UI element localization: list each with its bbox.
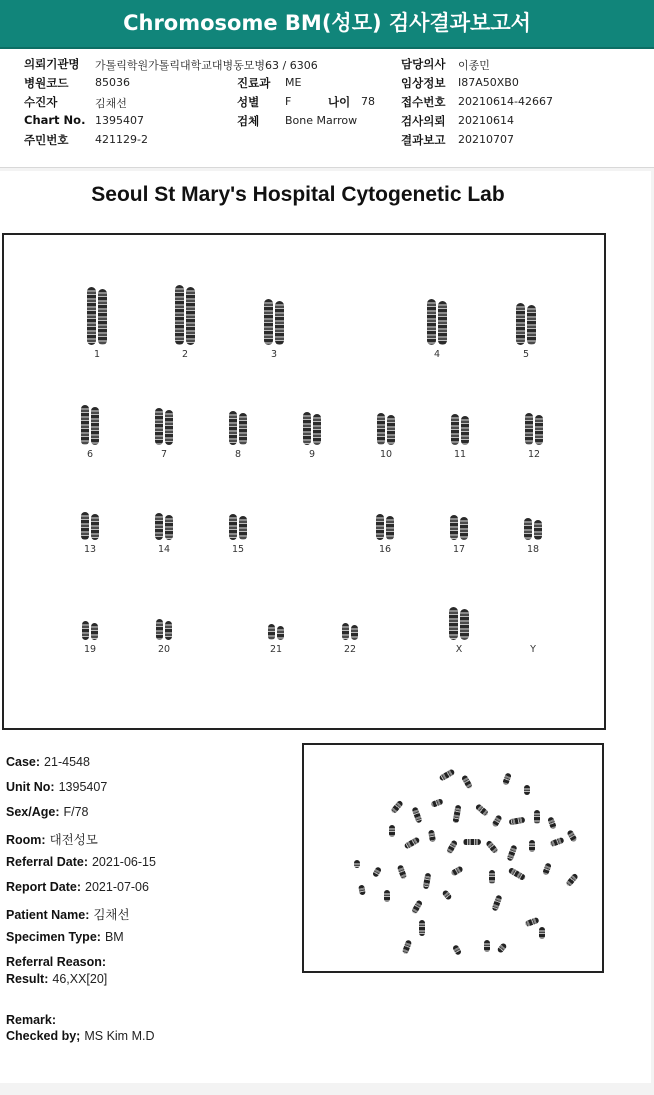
info-value: 가톨릭학원가톨릭대학교대병동모병63 / 6306: [95, 59, 318, 72]
metaphase-chromosome: [491, 894, 502, 911]
chromatid: [377, 413, 385, 445]
chromosome-pair-19: [65, 621, 115, 655]
metaphase-chromosome: [565, 873, 579, 888]
chromosome-label: 7: [160, 449, 168, 460]
chromatid: [342, 623, 349, 640]
metaphase-chromosome: [397, 864, 407, 879]
chromosome-pair-10: [361, 413, 411, 460]
info-value: ME: [285, 76, 302, 89]
metaphase-chromosome: [358, 885, 366, 896]
detail-label: Case:: [6, 755, 41, 769]
chromosome-label: 22: [343, 644, 357, 655]
metaphase-chromosome: [509, 817, 526, 826]
chromatid: [186, 287, 195, 345]
chromatid: [98, 289, 107, 345]
metaphase-chromosome: [446, 839, 458, 854]
info-value: 20210614-42667: [458, 95, 553, 108]
chromatid: [91, 514, 99, 540]
chromatid: [376, 514, 384, 540]
chromosome-pair-8: [213, 411, 263, 460]
chromatid: [81, 405, 89, 445]
chromosome-label: 21: [269, 644, 283, 655]
detail-row: [6, 755, 90, 769]
metaphase-chromosome: [508, 867, 527, 881]
report-title: Chromosome BM(성모) 검사결과보고서: [123, 11, 531, 35]
chromatid: [449, 607, 458, 640]
detail-row: [6, 805, 89, 819]
info-label: 수진자: [24, 95, 58, 109]
info-value: I87A50XB0: [458, 76, 519, 89]
chromosome-pair-6: [65, 405, 115, 460]
chromatid: [229, 514, 237, 540]
metaphase-chromosome: [485, 840, 499, 855]
detail-row: [6, 905, 130, 923]
detail-label: Referral Date:: [6, 855, 88, 869]
chromosome-label: 17: [452, 544, 466, 555]
chromosome-pair-18: [508, 518, 558, 555]
chromatid: [303, 412, 311, 445]
chromosome-label: Y: [530, 644, 536, 655]
chromosome-pair-16: [360, 514, 410, 555]
chromosome-label: 3: [270, 349, 278, 360]
detail-value: BM: [104, 930, 124, 944]
detail-value: 대전성모: [49, 833, 98, 847]
metaphase-chromosome: [539, 927, 545, 939]
chromosome-label: 16: [378, 544, 392, 555]
chromatid: [313, 414, 321, 445]
chromosome-pair-X: [434, 607, 484, 655]
chromatid: [91, 407, 99, 445]
chromosome-pair-11: [435, 414, 485, 460]
chromosome-label: 19: [83, 644, 97, 655]
info-label: 접수번호: [401, 95, 446, 109]
detail-row: [6, 1029, 154, 1043]
chromatid: [155, 513, 163, 540]
chromatid: [165, 621, 172, 640]
metaphase-chromosome: [529, 840, 535, 852]
chromosome-pair-5: [501, 303, 551, 360]
metaphase-chromosome: [450, 865, 463, 876]
chromosome-label: 2: [181, 349, 189, 360]
chromosome-pair-20: [139, 619, 189, 655]
chromatid: [438, 301, 447, 345]
metaphase-chromosome: [534, 810, 540, 824]
chromatid: [460, 517, 468, 540]
chromosome-pair-12: [509, 413, 559, 460]
metaphase-chromosome: [439, 768, 456, 781]
detail-row: [6, 855, 156, 869]
detail-label: Sex/Age:: [6, 805, 60, 819]
metaphase-image: [302, 743, 604, 973]
info-label: 주민번호: [24, 133, 69, 147]
chromosome-label: 10: [379, 449, 393, 460]
chromatid: [155, 408, 163, 445]
chromatid: [451, 414, 459, 445]
detail-row: [6, 930, 124, 944]
detail-label: Referral Reason:: [6, 955, 107, 969]
detail-row: [6, 780, 107, 794]
info-label: 검사의뢰: [401, 114, 446, 128]
detail-label: Report Date:: [6, 880, 82, 894]
chromatid: [156, 619, 163, 640]
chromosome-pair-4: [412, 299, 462, 360]
chromatid: [165, 410, 173, 445]
report-title-bar: [0, 0, 654, 49]
metaphase-chromosome: [354, 860, 360, 868]
chromosome-label: 14: [157, 544, 171, 555]
detail-label: Remark:: [6, 1013, 57, 1027]
detail-row: [6, 955, 110, 969]
metaphase-chromosome: [506, 844, 517, 861]
chromosome-pair-Y: [508, 639, 558, 655]
metaphase-chromosome: [419, 920, 425, 936]
detail-label: Specimen Type:: [6, 930, 101, 944]
chromatid: [351, 625, 358, 640]
detail-label: Result:: [6, 972, 49, 986]
chromatid: [239, 413, 247, 445]
lab-title: Seoul St Mary's Hospital Cytogenetic Lab: [91, 183, 505, 206]
info-label: 병원코드: [24, 76, 69, 90]
metaphase-chromosome: [430, 798, 443, 808]
metaphase-chromosome: [489, 870, 495, 884]
info-label: 의뢰기관명: [24, 57, 80, 71]
info-value: 20210707: [458, 133, 514, 146]
chromatid: [534, 520, 542, 540]
info-label: 결과보고: [401, 133, 446, 147]
chromatid: [386, 516, 394, 540]
info-label: 검체: [237, 114, 260, 128]
metaphase-chromosome: [463, 839, 481, 845]
chromosome-label: 5: [522, 349, 530, 360]
detail-value: 2021-07-06: [85, 880, 149, 894]
metaphase-chromosome: [542, 862, 552, 875]
karyogram-panel: [2, 233, 606, 730]
metaphase-chromosome: [549, 837, 564, 847]
metaphase-chromosome: [524, 785, 530, 795]
chromosome-label: 18: [526, 544, 540, 555]
metaphase-chromosome: [566, 829, 577, 842]
detail-value: 2021-06-15: [91, 855, 156, 869]
metaphase-chromosome: [452, 944, 462, 956]
chromosome-pair-17: [434, 515, 484, 555]
chromatid: [427, 299, 436, 345]
chromatid: [81, 512, 89, 540]
chromosome-pair-14: [139, 513, 189, 555]
chromatid: [165, 515, 173, 540]
metaphase-chromosome: [547, 816, 557, 829]
metaphase-chromosome: [411, 899, 423, 914]
chromatid: [535, 415, 543, 445]
detail-label: Checked by;: [6, 1029, 81, 1043]
metaphase-chromosome: [475, 803, 490, 817]
detail-value: F/78: [63, 805, 89, 819]
chromosome-label: X: [455, 644, 463, 655]
metaphase-chromosome: [389, 825, 395, 837]
detail-label: Room:: [6, 833, 46, 847]
chromatid: [82, 621, 89, 640]
chromosome-pair-1: [72, 287, 122, 360]
info-value: 1395407: [95, 114, 144, 127]
chromosome-label: 13: [83, 544, 97, 555]
chromosome-pair-15: [213, 514, 263, 555]
chromatid: [229, 411, 237, 445]
chromatid: [175, 285, 184, 345]
info-label: Chart No.: [24, 113, 86, 127]
chromatid: [239, 516, 247, 540]
chromosome-label: 4: [433, 349, 441, 360]
chromosome-label: 9: [308, 449, 316, 460]
patient-info-panel: [0, 49, 654, 168]
metaphase-chromosome: [461, 774, 473, 789]
detail-value: 1395407: [58, 780, 108, 794]
chromosome-label: 1: [93, 349, 101, 360]
info-label-age: 나이: [328, 95, 351, 109]
chromatid: [450, 515, 458, 540]
info-value: 이종민: [458, 59, 490, 72]
metaphase-chromosome: [452, 805, 461, 824]
chromatid: [461, 416, 469, 445]
chromosome-pair-9: [287, 412, 337, 460]
info-label: 진료과: [237, 76, 271, 90]
metaphase-chromosome: [441, 889, 452, 901]
chromosome-label: 20: [157, 644, 171, 655]
chromatid: [87, 287, 96, 345]
metaphase-chromosome: [384, 890, 390, 902]
chromosome-pair-3: [249, 299, 299, 360]
info-label: 성별: [237, 95, 260, 109]
chromatid: [277, 626, 284, 640]
info-label: 임상정보: [401, 76, 446, 90]
chromosome-pair-13: [65, 512, 115, 555]
metaphase-chromosome: [491, 814, 502, 827]
info-value: 20210614: [458, 114, 514, 127]
metaphase-chromosome: [524, 917, 539, 927]
metaphase-chromosome: [428, 830, 436, 843]
metaphase-chromosome: [404, 836, 421, 849]
chromosome-pair-21: [251, 624, 301, 655]
chromosome-label: 15: [231, 544, 245, 555]
info-label: 담당의사: [401, 57, 446, 71]
chromosome-label: 11: [453, 449, 467, 460]
chromosome-pair-7: [139, 408, 189, 460]
chromatid: [268, 624, 275, 640]
info-value-age: 78: [361, 95, 375, 108]
metaphase-chromosome: [372, 866, 382, 878]
karyotype-report: [0, 171, 651, 1083]
chromatid: [275, 301, 284, 345]
metaphase-chromosome: [423, 873, 432, 890]
metaphase-chromosome: [411, 806, 422, 823]
chromatid: [527, 305, 536, 345]
chromosome-label: 6: [86, 449, 94, 460]
chromatid: [264, 299, 273, 345]
info-value: 김채선: [95, 97, 127, 110]
chromosome-pair-22: [325, 623, 375, 655]
detail-label: Patient Name:: [6, 908, 90, 922]
detail-row: [6, 830, 98, 848]
info-value: 421129-2: [95, 133, 148, 146]
detail-row: [6, 880, 149, 894]
detail-value: 21-4548: [44, 755, 90, 769]
info-value: F: [285, 95, 292, 108]
chromatid: [516, 303, 525, 345]
detail-row: [6, 1013, 60, 1027]
chromatid: [387, 415, 395, 445]
info-value: 85036: [95, 76, 130, 89]
chromatid: [460, 609, 469, 640]
detail-value: 46,XX[20]: [52, 972, 108, 986]
metaphase-chromosome: [390, 800, 404, 815]
chromosome-label: 12: [527, 449, 541, 460]
info-value: Bone Marrow: [285, 114, 358, 127]
metaphase-chromosome: [484, 940, 490, 952]
metaphase-chromosome: [402, 939, 412, 954]
detail-value: MS Kim M.D: [84, 1029, 155, 1043]
chromosome-label: 8: [234, 449, 242, 460]
detail-value: 김채선: [93, 908, 130, 922]
detail-row: [6, 972, 107, 986]
chromatid: [524, 518, 532, 540]
chromatid: [91, 623, 98, 640]
detail-label: Unit No:: [6, 780, 55, 794]
metaphase-chromosome: [496, 942, 507, 954]
metaphase-chromosome: [502, 772, 512, 785]
chromatid: [525, 413, 533, 445]
chromosome-pair-2: [160, 285, 210, 360]
